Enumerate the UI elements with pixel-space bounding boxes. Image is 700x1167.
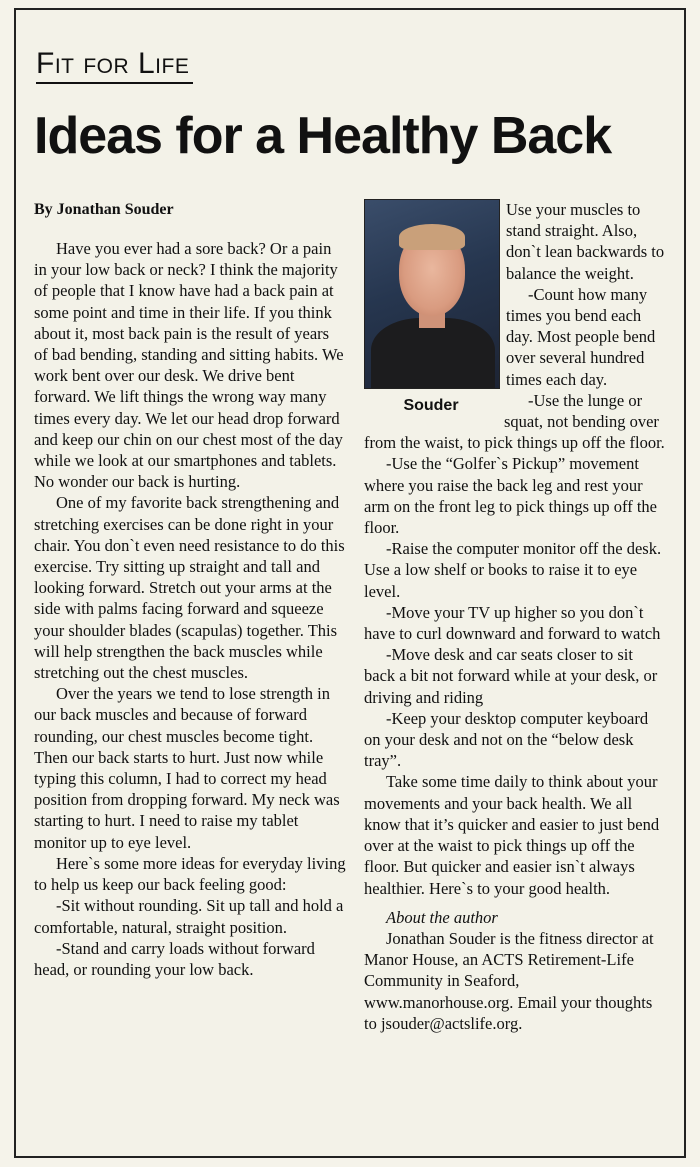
author-photo — [364, 199, 500, 389]
article-headline: Ideas for a Healthy Back — [34, 107, 612, 165]
paragraph: -Keep your desktop computer keyboard on your desk and not on the “below desk tray”. — [364, 708, 649, 771]
paragraph: -Stand and carry loads without forward head, or rounding your low back. — [34, 938, 315, 979]
byline: By Jonathan Souder — [34, 201, 174, 218]
paragraph: Here`s some more ideas for everyday living to help us keep our back feeling good: — [34, 853, 346, 895]
paragraph: -Move your TV up higher so you don`t have to curl downward and forward to watch — [364, 602, 661, 644]
paragraph: -Raise the computer monitor off the desk. Use a low shelf or books to raise it to eye level. — [364, 539, 662, 601]
photo-caption: Souder — [403, 397, 459, 414]
paragraph: Take some time daily to think about your movements and your back health. We all know that it’s quicker and easier to just bend over at the waist to pick things up off the floor. But quicker and easier isn`t always healthier. Here`s to your good health. — [364, 772, 660, 898]
paragraph: -Sit without rounding. Sit up tall and hold a comfortable, natural, straight position. — [34, 896, 344, 937]
left-column — [34, 238, 346, 980]
about-heading: About the author — [386, 907, 498, 927]
paragraph: -Move desk and car seats closer to sit back a bit not forward while at your desk, or driving and riding — [364, 645, 658, 707]
about-text: Jonathan Souder is the fitness director at Manor House, an ACTS Retirement-Life Community in Seaford, www.manorhouse.org. Email your thoughts to jsouder@actslife.org. — [364, 928, 654, 1033]
paragraph: -Use the “Golfer`s Pickup” movement where you raise the back leg and rest your arm on the front leg to pick things up off the floor. — [364, 454, 657, 538]
photo-hair — [399, 224, 465, 250]
paragraph: -Count how many times you bend each day. Most people bend over several hundred times each day. — [506, 284, 656, 389]
section-kicker: Fit for Life — [36, 46, 193, 84]
paragraph: Over the years we tend to lose strength in our back muscles and because of forward rounding, our chest muscles become tight. Then our back starts to hurt. Just now while typing this column, I had to correct my head position from dropping forward. My neck was starting to hurt. I need to raise my tablet monitor up to eye level. — [34, 684, 340, 852]
paragraph: -Use the lunge or squat, not bending over from the waist, to pick things up off the floor. — [364, 390, 665, 453]
paragraph: One of my favorite back strengthening and stretching exercises can be done right in your chair. You don`t even need resistance to do this exercise. Try sitting up straight and tall and looking forward. Stretch out your arms at the side with palms facing forward and squeeze your shoulder blades (scapulas) together. This will help strengthen the back muscles while stretching out the chest muscles. — [34, 493, 345, 683]
paragraph: Have you ever had a sore back? Or a pain in your low back or neck? I think the majority of people that I know have had a back pain at some point and time in their life. If you think about it, most back pain is the result of years of bad bending, standing and sitting habits. We work bent over our desk. We drive bent forward. We lift things the wrong way many times every day. We let our head drop forward and keep our chin on our chest most of the day while we look at our smartphones and tablets. No wonder our back is hurting. — [34, 239, 344, 492]
paragraph: Use your muscles to stand straight. Also, don`t lean backwards to balance the weight. — [506, 200, 665, 283]
right-column — [364, 199, 668, 1034]
photo-shirt — [371, 318, 495, 389]
